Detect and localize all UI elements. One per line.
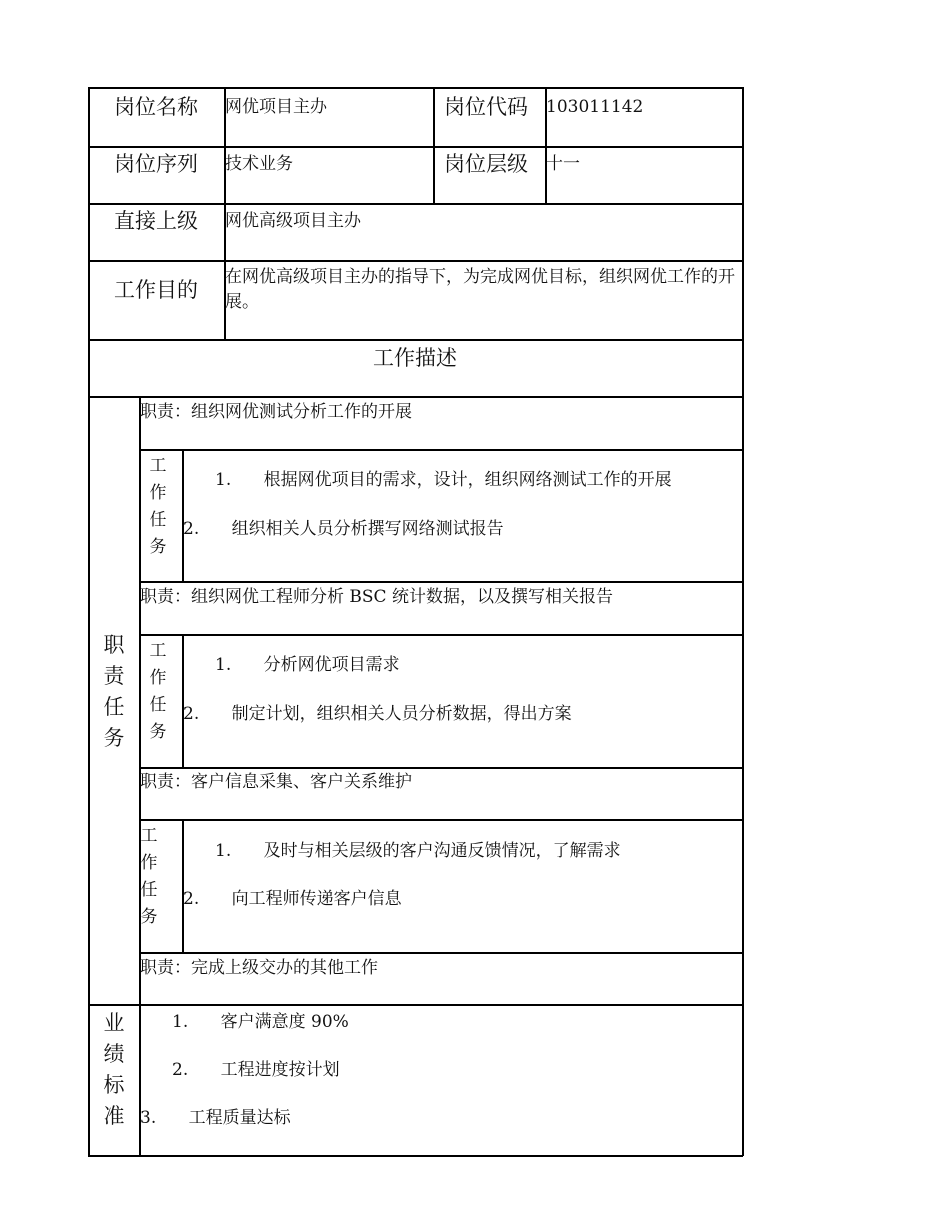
col-divider <box>182 634 184 768</box>
duty-title: 职责：组织网优工程师分析 BSC 统计数据，以及撰写相关报告 <box>140 587 613 607</box>
post-level-value: 十一 <box>546 154 580 174</box>
task-label: 工作任务 <box>149 641 167 742</box>
row-divider <box>139 634 743 636</box>
superior-label: 直接上级 <box>114 209 198 233</box>
duty-title: 职责：完成上级交办的其他工作 <box>140 958 378 978</box>
duty-title: 职责：组织网优测试分析工作的开展 <box>140 402 412 422</box>
post-code-label: 岗位代码 <box>444 95 528 119</box>
task-item: 2. 制定计划，组织相关人员分析数据，得出方案 <box>183 704 572 724</box>
task-item: 2. 向工程师传递客户信息 <box>183 889 402 909</box>
row-divider <box>88 203 743 205</box>
col-divider <box>182 819 184 953</box>
table-border-left <box>88 87 90 1156</box>
task-label: 工作任务 <box>140 826 158 927</box>
table-border-top <box>88 87 743 89</box>
row-divider <box>139 449 743 451</box>
row-divider <box>88 260 743 262</box>
row-divider <box>139 819 743 821</box>
performance-item: 2. 工程进度按计划 <box>172 1060 340 1080</box>
row-divider <box>88 1004 743 1006</box>
work-description-title: 工作描述 <box>373 346 457 370</box>
row-divider <box>88 396 743 398</box>
table-border-right <box>742 87 744 1156</box>
post-seq-value: 技术业务 <box>225 154 293 174</box>
task-item: 1. 根据网优项目的需求，设计，组织网络测试工作的开展 <box>215 470 672 490</box>
col-divider <box>182 449 184 582</box>
row-divider <box>88 146 743 148</box>
duties-label: 职责任务 <box>103 633 125 750</box>
performance-item: 1. 客户满意度 90% <box>172 1012 349 1032</box>
post-seq-label: 岗位序列 <box>114 152 198 176</box>
col-divider <box>433 87 435 204</box>
superior-value: 网优高级项目主办 <box>225 211 361 231</box>
row-divider <box>139 767 743 769</box>
row-divider <box>139 952 743 954</box>
goal-value: 在网优高级项目主办的指导下，为完成网优目标，组织网优工作的开展。 <box>225 267 735 312</box>
task-item: 2. 组织相关人员分析撰写网络测试报告 <box>183 519 504 539</box>
task-item: 1. 分析网优项目需求 <box>215 655 400 675</box>
row-divider <box>139 581 743 583</box>
task-label: 工作任务 <box>149 456 167 557</box>
post-level-label: 岗位层级 <box>444 152 528 176</box>
duty-title: 职责：客户信息采集、客户关系维护 <box>140 772 412 792</box>
performance-item: 3. 工程质量达标 <box>140 1108 291 1128</box>
post-code-value: 103011142 <box>546 97 644 117</box>
goal-label: 工作目的 <box>114 278 198 302</box>
post-name-value: 网优项目主办 <box>225 97 327 117</box>
performance-label: 业绩标准 <box>103 1011 125 1128</box>
table-border-bottom <box>88 1155 743 1157</box>
row-divider <box>88 339 743 341</box>
task-item: 1. 及时与相关层级的客户沟通反馈情况，了解需求 <box>215 841 621 861</box>
post-name-label: 岗位名称 <box>114 95 198 119</box>
